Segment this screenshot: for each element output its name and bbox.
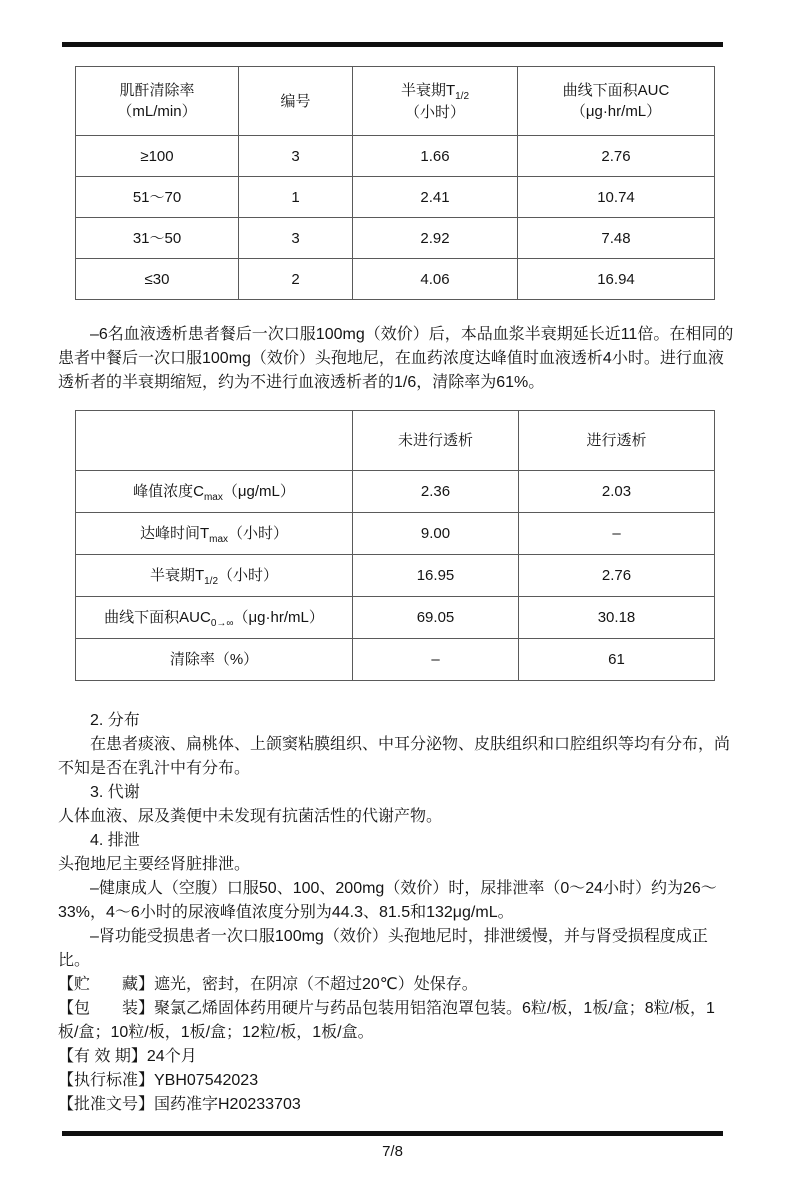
header-empty <box>76 411 353 471</box>
section-heading-metabolism: 3. 代谢 <box>90 784 140 801</box>
storage-item: 【贮 藏】遮光，密封，在阴凉（不超过20℃）处保存。 <box>58 976 478 993</box>
approval-number-item: 【批准文号】国药准字H20233703 <box>58 1096 301 1113</box>
table-cell: 69.05 <box>353 597 519 639</box>
table-row <box>76 218 715 259</box>
header-subject-count <box>239 67 353 136</box>
table-cell: 2.92 <box>353 218 518 259</box>
executive-standard-item: 【执行标准】YBH07542023 <box>58 1072 259 1089</box>
table-row <box>76 555 715 597</box>
excretion-item-renal-impairment: –肾功能受损患者一次口服100mg（效价）头孢地尼时，排泄缓慢，并与肾受损程度成正比。 <box>58 928 708 969</box>
table-row <box>76 471 715 513</box>
table-cell: ≥100 <box>76 136 239 177</box>
table-cell: 31～50 <box>76 218 239 259</box>
row-label: 峰值浓度$C_{max}(\mu g/mL)$ <box>76 471 353 513</box>
table-cell: 2.76 <box>519 555 715 597</box>
hemodialysis-paragraph: –6名血液透析患者餐后一次口服100mg（效价）后，本品血浆半衰期延长近11倍。在相同的患者中餐后一次口服100mg（效价）头孢地尼，在血药浓度达峰值时血液透析4小时。进行血液透析者的半衰期缩短，约为不进行血液透析者的1/6，清除率为61%。 <box>58 326 734 391</box>
table-cell: 61 <box>519 639 715 681</box>
table-cell: 2.03 <box>519 471 715 513</box>
table-row <box>76 177 715 218</box>
table-cell: 3 <box>239 218 353 259</box>
excretion-item-healthy-adults: –健康成人（空腹）口服50、100、200mg（效价）时，尿排泄率（0～24小时）约为26～33%，4～6小时的尿液峰值浓度分别为44.3、81.5和132μg/mL。 <box>58 880 717 921</box>
table-cell: – <box>519 513 715 555</box>
table-cell: 2 <box>239 259 353 300</box>
section-heading-excretion: 4. 排泄 <box>90 832 140 849</box>
header-no-dialysis: 未进行透析 <box>353 411 519 471</box>
excretion-paragraph: 头孢地尼主要经肾脏排泄。 <box>58 856 251 873</box>
table-row <box>76 639 715 681</box>
top-rule <box>62 42 723 47</box>
table-row <box>76 136 715 177</box>
creatinine-clearance-table <box>75 66 715 300</box>
row-label: 半衰期$T_{1/2}$（小时） <box>76 555 353 597</box>
packaging-item: 【包 装】聚氯乙烯固体药用硬片与药品包装用铝箔泡罩包装。6粒/板，1板/盒；8粒/板，1板/盒；10粒/板，1板/盒；12粒/板，1板/盒。 <box>58 1000 715 1041</box>
table-cell: 2.36 <box>353 471 519 513</box>
table-cell: ≤30 <box>76 259 239 300</box>
body-text-sections <box>58 709 734 1117</box>
bottom-rule <box>62 1131 723 1136</box>
header-auc <box>518 67 715 136</box>
table-cell: 16.95 <box>353 555 519 597</box>
metabolism-paragraph: 人体血液、尿及粪便中未发现有抗菌活性的代谢产物。 <box>58 808 443 825</box>
table-row <box>76 597 715 639</box>
table-cell: 30.18 <box>519 597 715 639</box>
table-cell: 10.74 <box>518 177 715 218</box>
header-line: 曲线下面积AUC <box>562 82 670 99</box>
shelf-life-item: 【有 效 期】24个月 <box>58 1048 197 1065</box>
table-cell: 4.06 <box>353 259 518 300</box>
table-cell: 1 <box>239 177 353 218</box>
table-cell: 9.00 <box>353 513 519 555</box>
table-cell: 16.94 <box>518 259 715 300</box>
table-row <box>76 513 715 555</box>
distribution-paragraph: 在患者痰液、扁桃体、上颌窦粘膜组织、中耳分泌物、皮肤组织和口腔组织等均有分布，尚不知是否在乳汁中有分布。 <box>58 736 731 777</box>
row-label: 曲线下面积$AUC_{0\to\infty}(\mu g\cdot hr/mL)$ <box>76 597 353 639</box>
header-line: 编号 <box>280 92 311 110</box>
page-number: 7/8 <box>382 1143 403 1160</box>
row-label: 达峰时间$T_{max}$（小时） <box>76 513 353 555</box>
header-line: 半衰期$T_{1/2}$ <box>400 81 470 102</box>
section-heading-distribution: 2. 分布 <box>90 712 140 729</box>
hemodialysis-paragraph-block <box>58 323 734 395</box>
row-label: 清除率（%） <box>76 639 353 681</box>
table-header-row <box>76 67 715 136</box>
table-cell: – <box>353 639 519 681</box>
table-header-row <box>76 411 715 471</box>
header-line: （μg·hr/mL） <box>570 103 662 120</box>
header-line: （mL/min） <box>117 103 197 120</box>
table-cell: 1.66 <box>353 136 518 177</box>
table-cell: 2.76 <box>518 136 715 177</box>
header-dialysis: 进行透析 <box>519 411 715 471</box>
header-line: 肌酐清除率 <box>119 82 195 99</box>
dialysis-comparison-table <box>75 410 715 681</box>
header-line: （小时） <box>404 103 465 121</box>
table-cell: 2.41 <box>353 177 518 218</box>
table-cell: 51～70 <box>76 177 239 218</box>
header-creatinine-clearance <box>76 67 239 136</box>
table-row <box>76 259 715 300</box>
table-cell: 7.48 <box>518 218 715 259</box>
header-half-life <box>353 67 518 136</box>
table-cell: 3 <box>239 136 353 177</box>
